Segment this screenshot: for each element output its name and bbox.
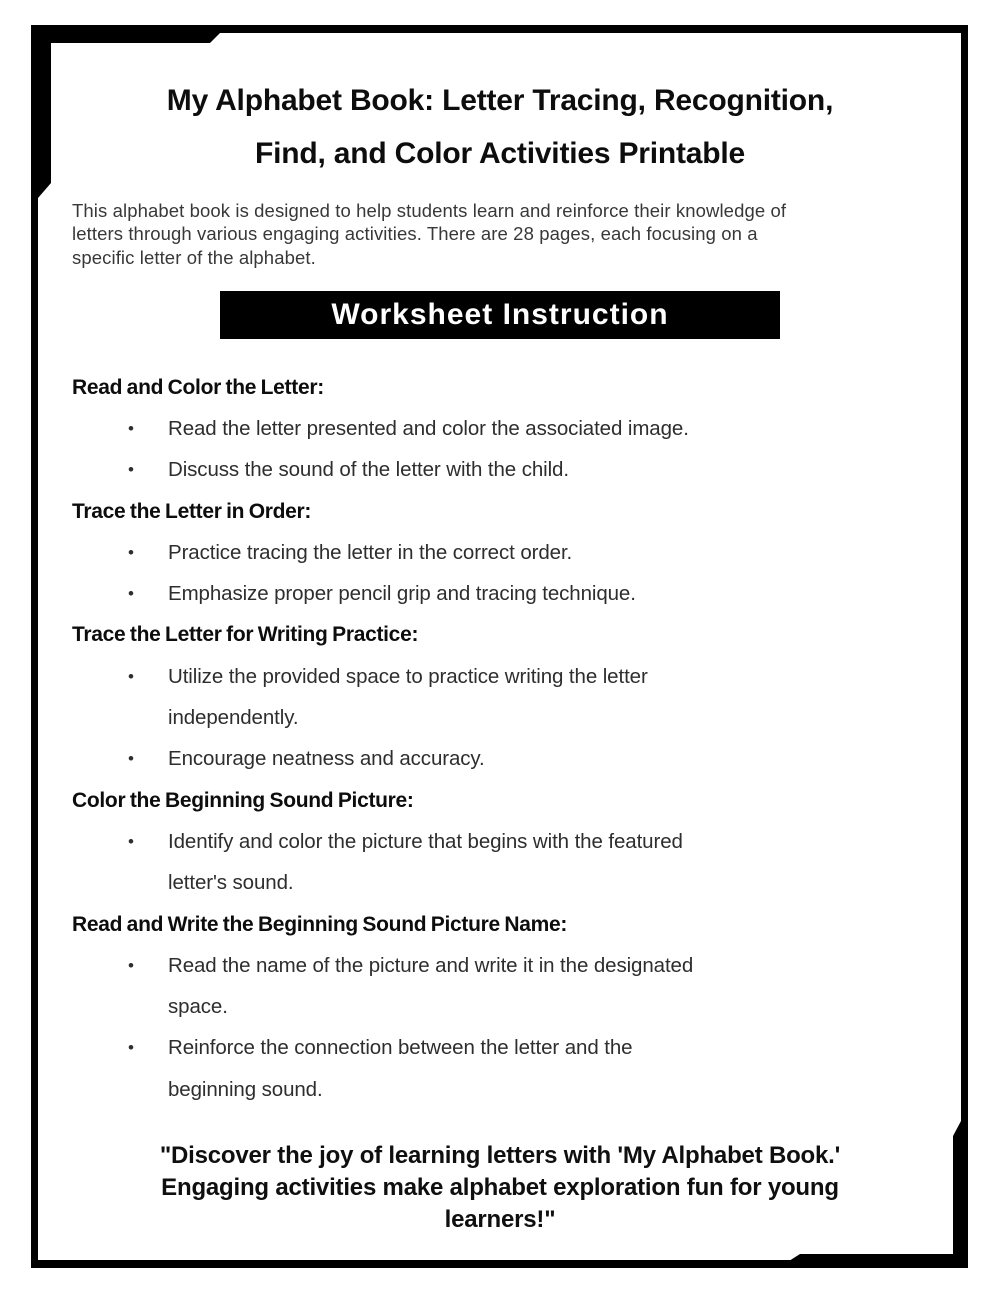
- bullet-item: [72, 532, 932, 573]
- section-heading: Color the Beginning Sound Picture:: [72, 788, 414, 812]
- bullet-continuation: [72, 1069, 932, 1110]
- bullet-icon: •: [128, 418, 134, 438]
- bullet-item: [72, 821, 932, 862]
- quote-line: learners!": [444, 1206, 556, 1233]
- page-title: [0, 74, 1000, 180]
- bullet-item: [72, 408, 932, 449]
- bullet-text: independently.: [168, 706, 299, 730]
- bullet-icon: •: [128, 955, 134, 975]
- bullet-text: Utilize the provided space to practice writing the letter: [168, 664, 648, 688]
- section-heading: Trace the Letter for Writing Practice:: [72, 623, 419, 647]
- closing-quote: [0, 1140, 1000, 1236]
- page-title-line: My Alphabet Book: Letter Tracing, Recognition,: [166, 84, 834, 117]
- bullet-icon: •: [128, 584, 134, 604]
- bullet-continuation: [72, 863, 932, 904]
- section-heading: Trace the Letter in Order:: [72, 499, 312, 523]
- bullet-text: Encourage neatness and accuracy.: [168, 747, 485, 771]
- bullet-icon: •: [128, 749, 134, 769]
- frame-accent-bottom: [778, 1254, 968, 1268]
- section-heading: Read and Write the Beginning Sound Picture Name:: [72, 912, 568, 936]
- bullet-text: Discuss the sound of the letter with the child.: [168, 458, 569, 482]
- page-title-line: Find, and Color Activities Printable: [254, 137, 746, 170]
- bullet-icon: •: [128, 831, 134, 851]
- bullet-icon: •: [128, 1038, 134, 1058]
- quote-line: Engaging activities make alphabet exploration fun for young: [161, 1174, 839, 1201]
- bullet-text: Read the letter presented and color the associated image.: [168, 416, 689, 440]
- section-heading: Read and Color the Letter:: [72, 375, 324, 399]
- banner-label: Worksheet Instruction: [331, 298, 669, 331]
- bullet-text: Reinforce the connection between the letter and the: [168, 1036, 633, 1060]
- bullet-text: Emphasize proper pencil grip and tracing technique.: [168, 582, 636, 606]
- instruction-sections: [72, 367, 932, 1110]
- bullet-text: Practice tracing the letter in the correct order.: [168, 540, 573, 564]
- bullet-item: [72, 450, 932, 491]
- worksheet-instruction-banner: [220, 291, 780, 339]
- bullet-text: Identify and color the picture that begins with the featured: [168, 829, 683, 853]
- intro-paragraph: [72, 199, 902, 269]
- bullet-continuation: [72, 697, 932, 738]
- bullet-icon: •: [128, 460, 134, 480]
- bullet-continuation: [72, 986, 932, 1027]
- bullet-item: [72, 739, 932, 780]
- bullet-text: letter's sound.: [168, 871, 294, 895]
- bullet-item: [72, 1028, 932, 1069]
- bullet-item: [72, 656, 932, 697]
- bullet-item: [72, 573, 932, 614]
- bullet-text: beginning sound.: [168, 1077, 323, 1101]
- bullet-item: [72, 945, 932, 986]
- bullet-icon: •: [128, 542, 134, 562]
- bullet-text: Read the name of the picture and write it in the designated: [168, 953, 694, 977]
- bullet-icon: •: [128, 666, 134, 686]
- quote-line: "Discover the joy of learning letters with 'My Alphabet Book.': [159, 1142, 841, 1169]
- frame-accent-top: [31, 25, 228, 43]
- intro-line: specific letter of the alphabet.: [72, 246, 316, 268]
- intro-line: This alphabet book is designed to help students learn and reinforce their knowledge of: [72, 200, 787, 221]
- bullet-text: space.: [168, 995, 228, 1019]
- intro-line: letters through various engaging activities. There are 28 pages, each focusing on a: [72, 223, 758, 245]
